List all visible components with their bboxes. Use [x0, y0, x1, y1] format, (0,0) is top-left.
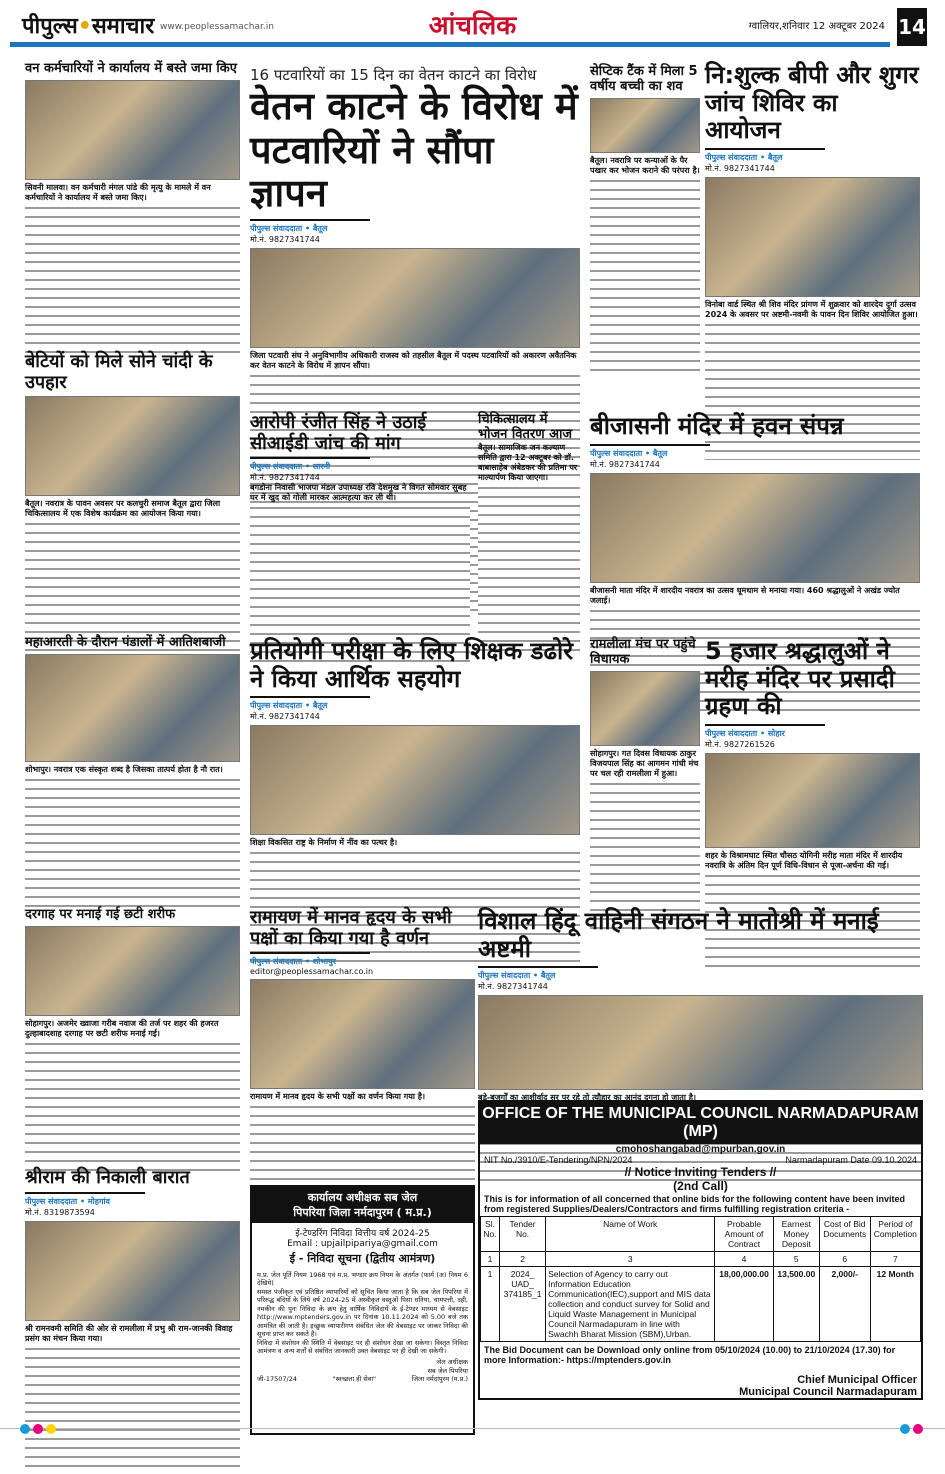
footer-rule — [0, 1428, 945, 1429]
notice-para: म.प्र. जेल पूर्ति नियम 1968 एवं म.प्र. भण्डार क्रय नियम के अंतर्गत (फार्म (अ) नियम 6 देखिये) — [257, 1271, 468, 1288]
tender-cell: 4 — [715, 1252, 773, 1267]
article-headline: महाआरती के दौरान पंडालों में आतिशबाजी — [25, 635, 226, 650]
article-lead: सोहागपुर। अजमेर ख्वाजा गरीब नवाज की तर्ज पर शहर की हजरत दुल्हाबादशाह दरगाह पर छटी शरीफ मनाई गई। — [25, 1018, 219, 1038]
tender-cell: Name of Work — [546, 1217, 715, 1252]
registration-mark-icon — [900, 1424, 910, 1434]
byline-contact: editor@peoplessamachar.co.in — [250, 967, 374, 977]
notice-title: कार्यालय अधीक्षक सब जेल — [307, 1191, 418, 1204]
article-byline — [705, 148, 825, 174]
article-headline: विशाल हिंदू वाहिनी संगठन ने मातोश्री में मनाई अष्टमी — [478, 907, 879, 963]
article-byline — [250, 219, 370, 245]
article-lead: जिला पटवारी संघ ने अनुविभागीय अधिकारी राजस्व को तहसील बैतूल में पदस्थ पटवारियों को अकारण अवैतनिक कर वेतन काटने के विरोध में ज्ञापन सौंपा। — [250, 351, 577, 371]
byline-text: पीपुल्स संवाददाता • सारनी — [250, 462, 331, 472]
tender-cell: Cost of Bid Documents — [819, 1217, 870, 1252]
notice-slogan: "स्वच्छता ही सेवा" — [332, 1375, 377, 1384]
tender-cell: 2024_ UAD_ 374185_1 — [500, 1267, 546, 1342]
article-photo — [25, 926, 240, 1016]
issue-date: ग्वालियर,शनिवार 12 अक्टूबर 2024 — [748, 21, 885, 32]
tender-signatory-office: Municipal Council Narmadapuram — [739, 1386, 917, 1398]
notice-subtitle: पिपरिया जिला नर्मदापुरम ( म.प्र.) — [293, 1206, 432, 1219]
article-photo — [705, 177, 920, 297]
article-lead: श्री रामनवमी समिति की ओर से रामलीला में प्रभु श्री राम-जानकी विवाह प्रसंग का मंचन किया गया। — [25, 1323, 233, 1343]
registration-mark-icon — [33, 1424, 43, 1434]
registration-mark-icon — [913, 1424, 923, 1434]
tender-nit: NIT No./3910/E-Tendering/NPN/2024 — [484, 1155, 633, 1165]
article-headline: श्रीराम की निकाली बारात — [25, 1167, 190, 1188]
article-lead: सिवनी मालवा। वन कर्मचारी मंगल पांडे की मृत्यु के मामले में वन कर्मचारियों ने कार्यालय में बस्ते जमा किए। — [25, 182, 211, 202]
article-photo — [250, 979, 475, 1089]
notice-para: समस्त पंजीकृत एवं प्रतिष्ठित व्यापारियों को सूचित किया जाता है कि सब जेल पिपरिया में परिरुद्ध बंदियों के लिये वर्ष 2024-25 में अस्वीकृत वस्तुओं पिसा धनिया, चायपत्ती, दही, नमकीन की पुनः निविदा के क्रय हेतु वार्षिक निविदायें के ई-टेण्डर माध्यम से वेबसाइट http://www.mptenders.gov.in पर दिनांक 10.11.2024 को 5.00 बजे तक आमंत्रित की जाती है। इच्छुक व्यापारीगण संबंधित जेल की वेबसाइट पर जाकर निविदा की सूचना प्राप्त कर सकते है। — [257, 1287, 468, 1339]
article-headline: दरगाह पर मनाई गई छटी शरीफ — [25, 907, 176, 922]
article-photo — [590, 98, 700, 153]
tender-cell: 18,00,000.00 — [715, 1267, 773, 1342]
article-photo — [590, 671, 700, 746]
notice-code: जी-17507/24 — [257, 1375, 297, 1384]
tender-cell: Period of Completion — [870, 1217, 920, 1252]
article-lead: सोहागपुर। गत दिवस विधायक ठाकुर विजयपाल सिंह का आगमन गांधी मंच पर चल रही रामलीला में हुआ। — [590, 748, 699, 778]
tender-intro: This is for information of all concerned that online bids for the following content have been invited from registered Supplies/Dealers/Contractors and firms fulfilling registration criteria - — [484, 1194, 906, 1214]
byline-text: पीपुल्स संवाददाता • बैतूल — [250, 224, 328, 234]
tender-cell: 1 — [481, 1267, 500, 1342]
article — [590, 638, 700, 929]
tender-date: Narmadapuram Date 09.10.2024 — [785, 1155, 917, 1165]
article-body-text — [590, 176, 700, 376]
signatory: जेल अधीक्षक — [436, 1358, 468, 1367]
logo-part-1: पीपुल्स — [22, 14, 78, 39]
article-byline — [590, 444, 710, 470]
article-photo — [250, 725, 580, 835]
article-lead: विनोबा वार्ड स्थित श्री शिव मंदिर प्रांगण में शुक्रवार को शारदेय दुर्गा उत्सव 2024 के अवसर पर अष्टमी-नवमी के पावन दिन शिविर आयोजित हुआ। — [705, 299, 918, 319]
registration-mark-icon — [46, 1424, 56, 1434]
byline-contact: मो.नं. 9827341744 — [250, 473, 320, 483]
article-headline: वेतन काटने के विरोध में पटवारियों ने सौंपा ज्ञापन — [250, 84, 578, 216]
tender-table — [480, 1216, 921, 1342]
tender-title: OFFICE OF THE MUNICIPAL COUNCIL NARMADAPURAM (MP) — [480, 1102, 921, 1144]
article-kicker: 16 पटवारियों का 15 दिन का वेतन काटने का विरोध — [250, 66, 537, 84]
notice-email[interactable]: Email : upjailpipariya@gmail.com — [287, 1239, 438, 1249]
byline-text: पीपुल्स संवाददाता • बैतूल — [250, 701, 328, 711]
article-headline: बीजासनी मंदिर में हवन संपन्न — [590, 412, 844, 440]
article-headline: बेटियों को मिले सोने चांदी के उपहार — [25, 351, 213, 393]
article-photo — [250, 248, 580, 348]
byline-contact: मो.नं. 9827341744 — [250, 712, 320, 722]
tender-email[interactable]: cmohoshangabad@mpurban.gov.in — [615, 1144, 786, 1155]
article — [250, 413, 470, 663]
article — [25, 352, 240, 669]
byline-contact: मो.नं. 9827261526 — [705, 739, 775, 749]
logo-part-2: समाचार — [91, 14, 155, 39]
byline-contact: मो.नं. 8319873594 — [25, 1207, 95, 1217]
header-rule — [10, 42, 890, 47]
article-lead: बैतूल। नवरात्र के पावन अवसर पर कलचुरी समाज बैतूल द्वारा जिला चिकित्सालय में एक विशेष कार्यक्रम का आयोजन किया गया। — [25, 499, 221, 519]
tender-cell: Earnest Money Deposit — [773, 1217, 819, 1252]
article-body-text — [25, 203, 240, 353]
article-headline: रामायण में मानव हृदय के सभी पक्षों का किया गया है वर्णन — [250, 907, 452, 949]
notice-line: ई-टेण्डरिंग निविदा वित्तीय वर्ष 2024-25 — [295, 1229, 430, 1239]
tender-footer: The Bid Document can be Download only online from 05/10/2024 (10.00) to 21/10/2024 (17.30) for more Information:- https://mptenders.gov.in — [484, 1345, 896, 1365]
article — [250, 908, 475, 1212]
tender-call: (2nd Call) — [673, 1179, 728, 1193]
article — [25, 62, 240, 353]
article-headline: चिकित्सालय में भोजन वितरण आज — [478, 412, 573, 442]
article-body-text — [478, 483, 580, 658]
article-lead: शहर के विश्रामघाट स्थित चौसठ योगिनी मरीह माता मंदिर में शारदीय नवरात्रि के अंतिम दिन पूर्ण विधि-विधान से पूजा-अर्चना की गई। — [705, 850, 903, 870]
article-photo — [25, 396, 240, 496]
article-lead: बैतूल। सामाजिक जन कल्याण समिति द्वारा 12 अक्टूबर को डॉ. बाबासाहेब अंबेडकर की प्रतिमा पर माल्यार्पण किया जाएगा। — [478, 442, 578, 482]
article-byline — [705, 724, 825, 750]
signatory: जिला नर्मदापुरम (म.प्र.) — [411, 1375, 468, 1384]
article-headline: आरोपी रंजीत सिंह ने उठाई सीआईडी जांच की मांग — [250, 412, 427, 454]
signatory: सब जेल पिपरिया — [427, 1366, 468, 1375]
logo-dot-icon: • — [77, 14, 92, 39]
byline-text: पीपुल्स संवाददाता • बैतूल — [478, 971, 556, 981]
article-lead: बगडोना निवासी भाजपा मंडल उपाध्यक्ष रवि देशमुख ने विगत सोमवार सुबह घर में खुद को गोली मारकर आत्महत्या कर ली थी। — [250, 483, 467, 503]
article-body-text — [25, 775, 240, 910]
article-byline — [478, 966, 598, 992]
article-headline: वन कर्मचारियों ने कार्यालय में बस्ते जमा किए — [25, 61, 237, 76]
article-lead: बड़े-बुजुर्गों का आशीर्वाद सर पर रहे तो त्यौहार का आनंद दुगना हो जाता है। — [478, 1093, 696, 1103]
article — [25, 908, 240, 1174]
article-headline: सेप्टिक टैंक में मिला 5 वर्षीय बच्ची का शव — [590, 64, 698, 94]
tender-cell: 3 — [546, 1252, 715, 1267]
tender-cell: 7 — [870, 1252, 920, 1267]
byline-contact: मो.नं. 9827341744 — [250, 235, 320, 245]
jail-tender-notice — [250, 1185, 475, 1435]
byline-contact: मो.नं. 9827341744 — [705, 163, 775, 173]
article-byline — [25, 1192, 145, 1218]
registration-mark-icon — [20, 1424, 30, 1434]
article-lead: रामायण में मानव हृदय के सभी पक्षों का वर्णन किया गया है। — [250, 1092, 425, 1102]
byline-text: पीपुल्स संवाददाता • मोहगांव — [25, 1196, 110, 1206]
byline-contact: मो.नं. 9827341744 — [590, 459, 660, 469]
tender-heading: // Notice Inviting Tenders // — [624, 1165, 777, 1179]
byline-text: पीपुल्स संवाददाता • बैतूल — [705, 152, 783, 162]
article — [478, 413, 580, 658]
article-photo — [25, 80, 240, 180]
article — [25, 636, 240, 910]
article-byline — [250, 457, 370, 483]
tender-cell: 13,500.00 — [773, 1267, 819, 1342]
article-headline: 5 हजार श्रद्धालुओं ने मरीह मंदिर पर प्रसादी ग्रहण की — [705, 637, 895, 721]
page-number: 14 — [897, 8, 927, 46]
tender-cell: Tender No. — [500, 1217, 546, 1252]
article-photo — [478, 995, 923, 1090]
tender-cell: 2 — [500, 1252, 546, 1267]
article — [590, 65, 700, 376]
article-photo — [25, 1221, 240, 1321]
article-lead: शिक्षा विकसित राष्ट्र के निर्माण में नींव का पत्थर है। — [250, 838, 398, 848]
tender-cell: Probable Amount of Contract — [715, 1217, 773, 1252]
byline-contact: मो.नं. 9827341744 — [478, 982, 548, 992]
article-headline: नि:शुल्क बीपी और शुगर जांच शिविर का आयोजन — [705, 61, 919, 145]
article-photo — [590, 473, 920, 583]
website-url[interactable]: www.peoplessamachar.in — [160, 22, 274, 32]
article-headline: रामलीला मंच पर पहुंचे विधायक — [590, 637, 696, 667]
tender-cell: 1 — [481, 1252, 500, 1267]
byline-text: पीपुल्स संवाददाता • सोहार — [705, 728, 785, 738]
article-byline — [250, 696, 370, 722]
article-headline: प्रतियोगी परीक्षा के लिए शिक्षक डढोरे ने किया आर्थिक सहयोग — [250, 637, 574, 693]
tender-cell: 2,000/- — [819, 1267, 870, 1342]
municipal-tender-notice — [478, 1100, 923, 1400]
section-title: आंचलिक — [428, 11, 517, 41]
article-lead: बीजासनी माता मंदिर में शारदीय नवरात्र का उत्सव धूमधाम से मनाया गया। 460 श्रद्धालुओं ने अखंड ज्योत जलाई। — [590, 585, 900, 605]
tender-cell: 5 — [773, 1252, 819, 1267]
notice-para: निविदा में संशोधन की स्थिति में वेबसाइट पर ही संशोधन देखा जा सकेगा। विस्तृत निविदा आमंत्रण व अन्य शर्तों से संबंधित जानकारी उक्त वेबसाइट पर ही देखी जा सकेगी। — [257, 1338, 468, 1355]
article — [705, 62, 920, 460]
byline-text: पीपुल्स संवाददाता • शोभापुर — [250, 957, 336, 967]
article-lead: बैतूल। नवरात्रि पर कन्याओं के पैर पखार कर भोजन कराने की परंपरा है। — [590, 155, 700, 175]
tender-cell: Sl. No. — [481, 1217, 500, 1252]
notice-heading: ई - निविदा सूचना (द्वितीय आमंत्रण) — [289, 1252, 436, 1265]
tender-cell: 12 Month — [870, 1267, 920, 1342]
tender-signatory: Chief Municipal Officer — [797, 1374, 917, 1386]
article-photo — [25, 654, 240, 762]
article-body-text — [25, 1344, 240, 1474]
article-body-text — [25, 1039, 240, 1174]
article-photo — [705, 753, 920, 848]
byline-text: पीपुल्स संवाददाता • बैतूल — [590, 448, 668, 458]
tender-cell: Selection of Agency to carry out Information Education Communication(IEC),support and MIS data collection and conduct survey for Solid and Liquid Waste Management in Municipal Council Narmadapuram in line with Swachh Bharat Mission (SBM),Urban. — [546, 1267, 715, 1342]
tender-cell: 6 — [819, 1252, 870, 1267]
article-lead: शोभापुर। नवरात्र एक संस्कृत शब्द है जिसका तात्पर्य होता है नौ रात। — [25, 764, 223, 774]
article-byline — [250, 952, 374, 977]
